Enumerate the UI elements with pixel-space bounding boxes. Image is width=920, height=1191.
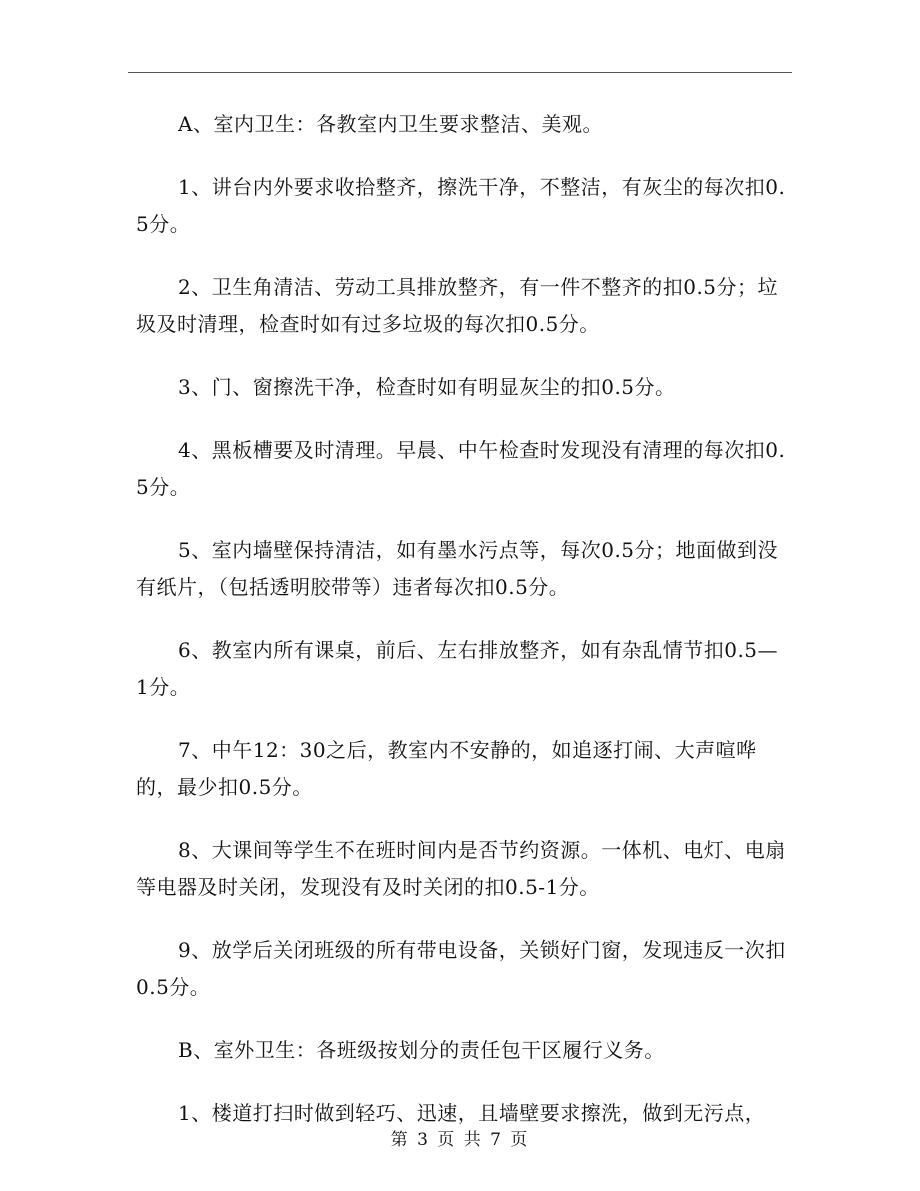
paragraph-rule-7-noon-quiet: 7、中午12：30之后，教室内不安静的，如追逐打闹、大声喧哗的，最少扣0.5分。 (136, 738, 757, 799)
paragraph-rule-8-energy: 8、大课间等学生不在班时间内是否节约资源。一体机、电灯、电扇等电器及时关闭，发现没有及时关闭的扣0.5-1分。 (136, 838, 786, 899)
paragraph-rule-4-blackboard: 4、黑板槽要及时清理。早晨、中午检查时发现没有清理的每次扣0.5分。 (136, 438, 786, 499)
paragraph-rule-9-after-school: 9、放学后关闭班级的所有带电设备，关锁好门窗，发现违反一次扣0.5分。 (136, 938, 786, 999)
paragraph-rule-3-doors-windows: 3、门、窗擦洗干净，检查时如有明显灰尘的扣0.5分。 (178, 375, 676, 399)
paragraph-rule-2-corner: 2、卫生角清洁、劳动工具排放整齐，有一件不整齐的扣0.5分；垃圾及时清理，检查时如有过多垃圾的每次扣0.5分。 (136, 275, 779, 336)
paragraph-outdoor-rule-1-corridor: 1、楼道打扫时做到轻巧、迅速，且墙壁要求擦洗，做到无污点， (178, 1101, 766, 1125)
paragraph-rule-6-desks: 6、教室内所有课桌，前后、左右排放整齐，如有杂乱情节扣0.5—1分。 (136, 638, 779, 699)
paragraph-indoor-hygiene-heading: A、室内卫生：各教室内卫生要求整洁、美观。 (178, 112, 603, 136)
paragraph-rule-1-podium: 1、讲台内外要求收拾整齐，擦洗干净，不整洁，有灰尘的每次扣0.5分。 (136, 175, 786, 236)
paragraph-outdoor-hygiene-heading: B、室外卫生：各班级按划分的责任包干区履行义务。 (178, 1038, 665, 1062)
page-number: 第 3 页 共 7 页 (390, 1130, 530, 1150)
document-body (136, 106, 786, 1158)
header-rule (128, 72, 792, 73)
paragraph-rule-5-walls-floor: 5、室内墙壁保持清洁，如有墨水污点等，每次0.5分；地面做到没有纸片，（包括透明胶带等）违者每次扣0.5分。 (136, 538, 779, 599)
